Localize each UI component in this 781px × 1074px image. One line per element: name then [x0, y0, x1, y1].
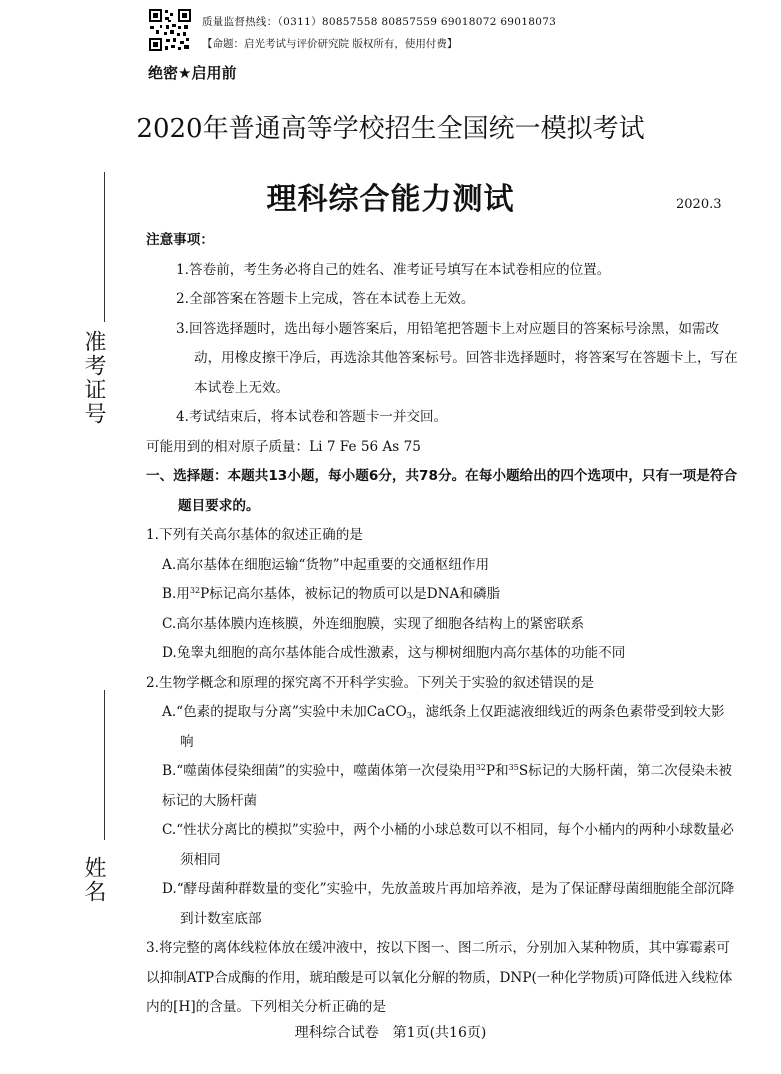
atomic-mass-line: 可能用到的相对原子质量：Li 7 Fe 56 As 75 — [146, 438, 421, 455]
notice-heading: 注意事项： — [146, 232, 214, 248]
q1-option-c: C.高尔基体膜内连核膜，外连细胞膜，实现了细胞各结构上的紧密联系 — [162, 615, 585, 632]
name-line — [104, 690, 105, 840]
exam-date: 2020.3 — [676, 197, 722, 212]
q1-stem: 1.下列有关高尔基体的叙述正确的是 — [146, 527, 363, 543]
notice-item-3: 3.回答选择题时，选出每小题答案后，用铅笔把答题卡上对应题目的答案标号涂黑，如需改动，用橡皮擦干净后，再选涂其他答案标号。回答非选择题时，将答案写在答题卡上，写在本试卷上无效。 — [176, 320, 738, 396]
quality-hotline: 质量监督热线：（0311）80857558 80857559 69018072 69018073 — [202, 16, 557, 28]
q1-option-a: A.高尔基体在细胞运输“货物”中起重要的交通枢纽作用 — [162, 556, 490, 573]
q2-stem: 2.生物学概念和原理的探究离不开科学实验。下列关于实验的叙述错误的是 — [146, 674, 594, 691]
subject-title: 理科综合能力测试 — [266, 182, 515, 217]
q1-option-b: B.用$^{32}$P标记高尔基体，被标记的物质可以是DNA和磷脂 — [162, 586, 501, 602]
q2-option-a: A.“色素的提取与分离”实验中未加CaCO$_3$，滤纸条上仅距滤液细线近的两条色素带受到较大影响 — [162, 704, 725, 750]
qr-code — [148, 8, 192, 52]
notice-item-2: 2.全部答案在答题卡上完成，答在本试卷上无效。 — [176, 291, 475, 307]
notice-item-1: 1.答卷前，考生务必将自己的姓名、准考证号填写在本试卷相应的位置。 — [176, 261, 611, 278]
q1-option-d: D.兔睾丸细胞的高尔基体能合成性激素，这与柳树细胞内高尔基体的功能不同 — [162, 645, 626, 661]
q2-option-d: D.“酵母菌种群数量的变化”实验中，先放盖玻片再加培养液，是为了保证酵母菌细胞能全部沉降到计数室底部 — [162, 881, 735, 927]
page-footer: 理科综合试卷 第1页(共16页) — [294, 1025, 487, 1041]
exam-id-label: 准考证号 — [81, 330, 106, 426]
name-label: 姓名 — [81, 856, 106, 904]
exam-body — [146, 226, 738, 1023]
q3-stem: 3.将完整的离体线粒体放在缓冲液中，按以下图一、图二所示，分别加入某种物质，其中寡霉素可以抑制ATP合成酶的作用，琥珀酸是可以氧化分解的物质，DNP(一种化学物质)可降低进入线粒体内的[H]的含量。下列相关分析正确的是 — [146, 940, 733, 1015]
section-heading: 一、选择题：本题共13小题，每小题6分，共78分。在每小题给出的四个选项中，只有一项是符合题目要求的。 — [146, 468, 738, 514]
q2-option-c: C.“性状分离比的模拟”实验中，两个小桶的小球总数可以不相同，每个小桶内的两种小球数量必须相同 — [162, 822, 734, 868]
exam-title: 2020年普通高等学校招生全国统一模拟考试 — [136, 114, 645, 144]
secret-mark: 绝密★启用前 — [148, 64, 237, 82]
exam-id-line — [104, 172, 105, 322]
publisher-notice: 【命题：启光考试与评价研究院 版权所有，使用付费】 — [202, 38, 458, 50]
notice-item-4: 4.考试结束后，将本试卷和答题卡一并交回。 — [176, 409, 448, 425]
q2-option-b: B.“噬菌体侵染细菌”的实验中，噬菌体第一次侵染用$^{32}$P和$^{35}$S标记的大肠杆菌，第二次侵染未被标记的大肠杆菌 — [162, 763, 733, 809]
